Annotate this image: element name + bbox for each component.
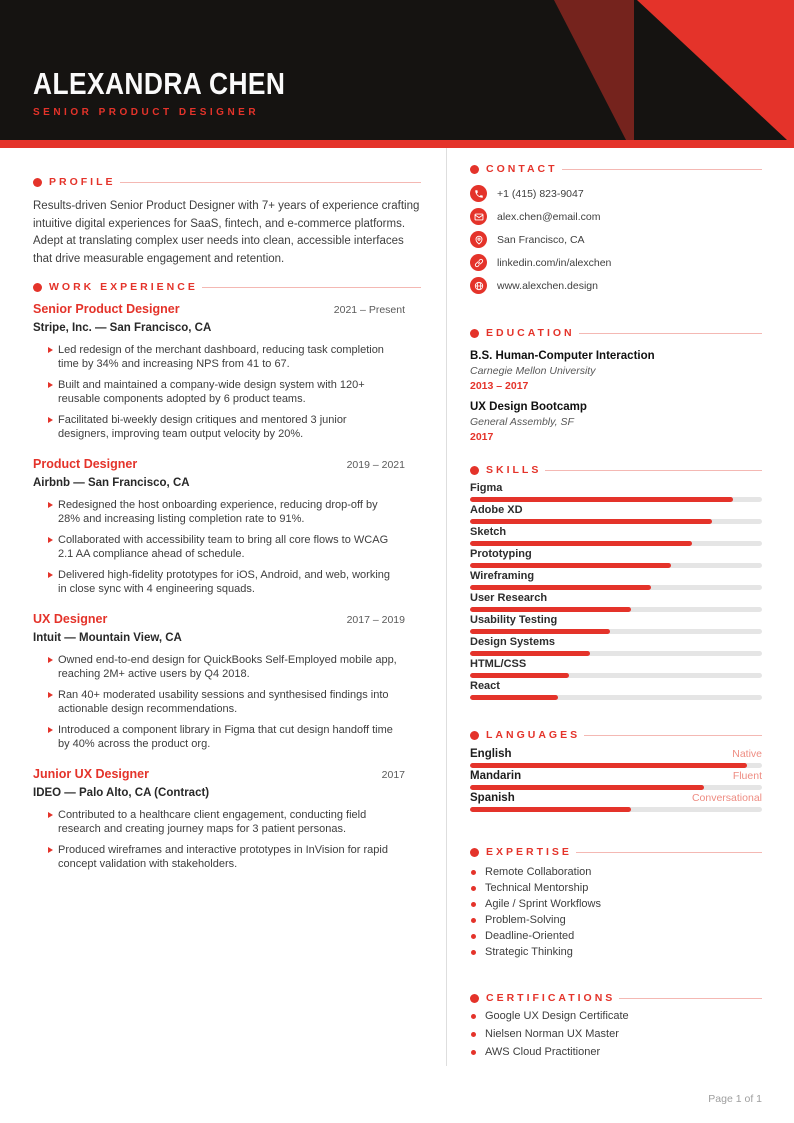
degree-name: B.S. Human-Computer Interaction [470,350,655,362]
skill-bar-fill [470,607,631,612]
skill-name: Sketch [470,526,507,538]
skill-list [470,482,762,700]
certification-item: Google UX Design Certificate [470,1010,762,1023]
language-name: English [470,748,512,760]
language-header [470,792,762,805]
contact-text: www.alexchen.design [497,279,598,292]
dot-bullet-icon [471,1032,476,1037]
job-entry [33,302,421,441]
profile-text: Results-driven Senior Product Designer with 7+ years of experience crafting intuitive digital experiences for SaaS, fintech, and e-commerce platforms. Adept at translating complex user needs into clean, accessible interfaces that drive measurable engagement and retention. [33,200,420,265]
section-work-experience [33,281,421,887]
bullet-arrow-icon [48,692,53,698]
contact-item [470,208,762,225]
section-title: PROFILE [49,176,116,188]
skill-bar-fill [470,519,712,524]
job-bullet: Ran 40+ moderated usability sessions and synthesised findings into actionable design recommendations. [33,689,421,716]
contact-item [470,185,762,202]
section-languages [470,729,762,814]
section-dot-icon [470,466,479,475]
job-company: Intuit — Mountain View, CA [33,632,182,644]
job-bullet: Built and maintained a company-wide design system with 120+ reusable components adopted by 6 product teams. [33,379,421,406]
section-rule [619,998,762,999]
education-list [470,349,762,444]
job-dates: 2021 – Present [333,304,405,316]
expertise-item: Technical Mentorship [470,882,762,895]
section-title: SKILLS [486,464,542,476]
skill-row [470,680,762,700]
skill-bar-track [470,563,762,568]
job-list [33,302,421,871]
language-row [470,770,762,790]
language-level: Native [732,748,762,760]
skill-row [470,526,762,546]
bullet-arrow-icon [48,727,53,733]
section-contact [470,163,762,300]
skill-name: User Research [470,592,548,604]
job-bullet: Led redesign of the merchant dashboard, reducing task completion time by 34% and increasing NPS from 41 to 67. [33,344,421,371]
bullet-arrow-icon [48,537,53,543]
language-row [470,792,762,812]
section-rule [562,169,762,170]
section-dot-icon [33,178,42,187]
link-icon [470,254,487,271]
contact-text: alex.chen@email.com [497,210,601,223]
job-dates: 2017 – 2019 [346,614,405,626]
dot-bullet-icon [471,902,476,907]
expertise-item: Deadline-Oriented [470,930,762,943]
skill-name: Prototyping [470,548,532,560]
language-name: Spanish [470,792,515,804]
education-entry [470,349,762,393]
section-title: WORK EXPERIENCE [49,281,198,293]
skill-bar-track [470,651,762,656]
job-title: Senior Product Designer [33,302,180,316]
education-dates: 2017 [470,431,494,443]
skill-name: Adobe XD [470,504,523,516]
certifications-heading [470,992,762,1005]
job-company: IDEO — Palo Alto, CA (Contract) [33,787,210,799]
expertise-item: Remote Collaboration [470,866,762,879]
dot-bullet-icon [471,1050,476,1055]
language-level: Fluent [732,770,762,782]
skill-bar-fill [470,673,569,678]
section-dot-icon [470,329,479,338]
certification-list [470,1010,762,1059]
expertise-item: Problem-Solving [470,914,762,927]
phone-icon [470,185,487,202]
skill-row [470,570,762,590]
expertise-heading [470,846,762,859]
dot-bullet-icon [471,934,476,939]
contact-list [470,185,762,294]
skill-bar-track [470,497,762,502]
bullet-arrow-icon [48,382,53,388]
contact-item [470,277,762,294]
dot-bullet-icon [471,918,476,923]
job-dates: 2019 – 2021 [346,459,405,471]
language-bar-track [470,785,762,790]
skill-name: Design Systems [470,636,555,648]
skills-heading [470,464,762,477]
left-column [33,0,421,1123]
skill-bar-track [470,519,762,524]
section-rule [202,287,421,288]
job-bullet: Introduced a component library in Figma that cut design handoff time by 40% across the product org. [33,724,421,751]
job-entry [33,767,421,871]
language-bar-fill [470,763,747,768]
skill-row [470,548,762,568]
job-bullet: Produced wireframes and interactive prototypes in InVision for rapid concept validation with stakeholders. [33,844,421,871]
skill-bar-fill [470,629,610,634]
section-rule [545,470,762,471]
language-row [470,748,762,768]
bullet-arrow-icon [48,812,53,818]
dot-bullet-icon [471,1014,476,1019]
candidate-title: SENIOR PRODUCT DESIGNER [33,107,260,118]
job-title: Product Designer [33,457,138,471]
section-title: LANGUAGES [486,729,581,741]
skill-bar-track [470,673,762,678]
bullet-arrow-icon [48,847,53,853]
skill-bar-fill [470,497,733,502]
skill-bar-track [470,629,762,634]
job-bullet: Delivered high-fidelity prototypes for iOS, Android, and web, working in close sync with 4 engineering squads. [33,569,421,596]
skill-bar-track [470,695,762,700]
section-dot-icon [33,283,42,292]
skill-bar-fill [470,541,692,546]
skill-name: Figma [470,482,503,494]
certification-item: AWS Cloud Practitioner [470,1046,762,1059]
expertise-item: Strategic Thinking [470,946,762,959]
globe-icon [470,277,487,294]
language-bar-track [470,807,762,812]
skill-name: React [470,680,500,692]
section-rule [579,333,762,334]
section-skills [470,464,762,702]
contact-item [470,231,762,248]
candidate-name: ALEXANDRA CHEN [33,66,286,101]
section-dot-icon [470,165,479,174]
right-column [470,0,762,1123]
skill-row [470,592,762,612]
skill-bar-fill [470,651,590,656]
bullet-arrow-icon [48,572,53,578]
language-bar-fill [470,807,631,812]
section-title: CONTACT [486,163,558,175]
section-rule [120,182,421,183]
job-entry [33,612,421,751]
dot-bullet-icon [471,886,476,891]
contact-text: linkedin.com/in/alexchen [497,256,612,269]
school-name: General Assembly, SF [470,416,574,428]
skill-bar-fill [470,695,558,700]
job-bullet: Facilitated bi-weekly design critiques and mentored 3 junior designers, improving team output velocity by 20%. [33,414,421,441]
section-profile [33,176,421,268]
language-list [470,748,762,812]
language-bar-fill [470,785,704,790]
dot-bullet-icon [471,950,476,955]
language-level: Conversational [691,792,762,804]
skill-bar-track [470,541,762,546]
job-header [33,612,421,628]
contact-text: San Francisco, CA [497,233,585,246]
section-certifications [470,992,762,1064]
job-header [33,302,421,318]
section-title: CERTIFICATIONS [486,992,616,1004]
job-company: Stripe, Inc. — San Francisco, CA [33,322,212,334]
language-bar-track [470,763,762,768]
contact-heading [470,163,762,176]
location-icon [470,231,487,248]
job-title: UX Designer [33,612,108,626]
job-company: Airbnb — San Francisco, CA [33,477,190,489]
section-dot-icon [470,848,479,857]
column-divider [446,148,447,1066]
email-icon [470,208,487,225]
languages-heading [470,729,762,742]
skill-name: Usability Testing [470,614,558,626]
job-bullet-list [33,809,421,871]
job-bullet-list [33,499,421,596]
contact-text: +1 (415) 823-9047 [497,187,584,200]
bullet-arrow-icon [48,502,53,508]
section-rule [584,735,762,736]
degree-name: UX Design Bootcamp [470,401,587,413]
skill-row [470,482,762,502]
contact-item [470,254,762,271]
education-dates: 2013 – 2017 [470,380,529,392]
work-experience-heading [33,281,421,294]
skill-row [470,658,762,678]
section-expertise [470,846,762,962]
skill-row [470,614,762,634]
section-education [470,327,762,451]
bullet-arrow-icon [48,657,53,663]
skill-bar-track [470,607,762,612]
skill-bar-track [470,585,762,590]
section-title: EXPERTISE [486,846,572,858]
skill-name: Wireframing [470,570,535,582]
skill-row [470,504,762,524]
profile-heading [33,176,421,189]
skill-row [470,636,762,656]
job-entry [33,457,421,596]
skill-name: HTML/CSS [470,658,527,670]
job-bullet: Collaborated with accessibility team to bring all core flows to WCAG 2.1 AA compliance ahead of schedule. [33,534,421,561]
section-rule [576,852,762,853]
job-header [33,767,421,783]
job-bullet: Owned end-to-end design for QuickBooks Self-Employed mobile app, reaching 2M+ active users by Q4 2018. [33,654,421,681]
skill-bar-fill [470,563,671,568]
section-title: EDUCATION [486,327,575,339]
language-header [470,770,762,783]
job-bullet-list [33,654,421,751]
section-dot-icon [470,994,479,1003]
dot-bullet-icon [471,870,476,875]
education-heading [470,327,762,340]
page-number: Page 1 of 1 [708,1093,762,1105]
language-header [470,748,762,761]
job-bullet: Contributed to a healthcare client engagement, conducting field research and creating journey maps for 3 patient personas. [33,809,421,836]
job-bullet-list [33,344,421,441]
expertise-item: Agile / Sprint Workflows [470,898,762,911]
job-title: Junior UX Designer [33,767,149,781]
skill-bar-fill [470,585,651,590]
expertise-list [470,866,762,959]
education-entry [470,400,762,444]
certification-item: Nielsen Norman UX Master [470,1028,762,1041]
job-header [33,457,421,473]
school-name: Carnegie Mellon University [470,365,596,377]
job-bullet: Redesigned the host onboarding experience, reducing drop-off by 28% and increasing listing completion rate to 91%. [33,499,421,526]
bullet-arrow-icon [48,417,53,423]
section-dot-icon [470,731,479,740]
bullet-arrow-icon [48,347,53,353]
job-dates: 2017 [381,769,405,781]
language-name: Mandarin [470,770,522,782]
